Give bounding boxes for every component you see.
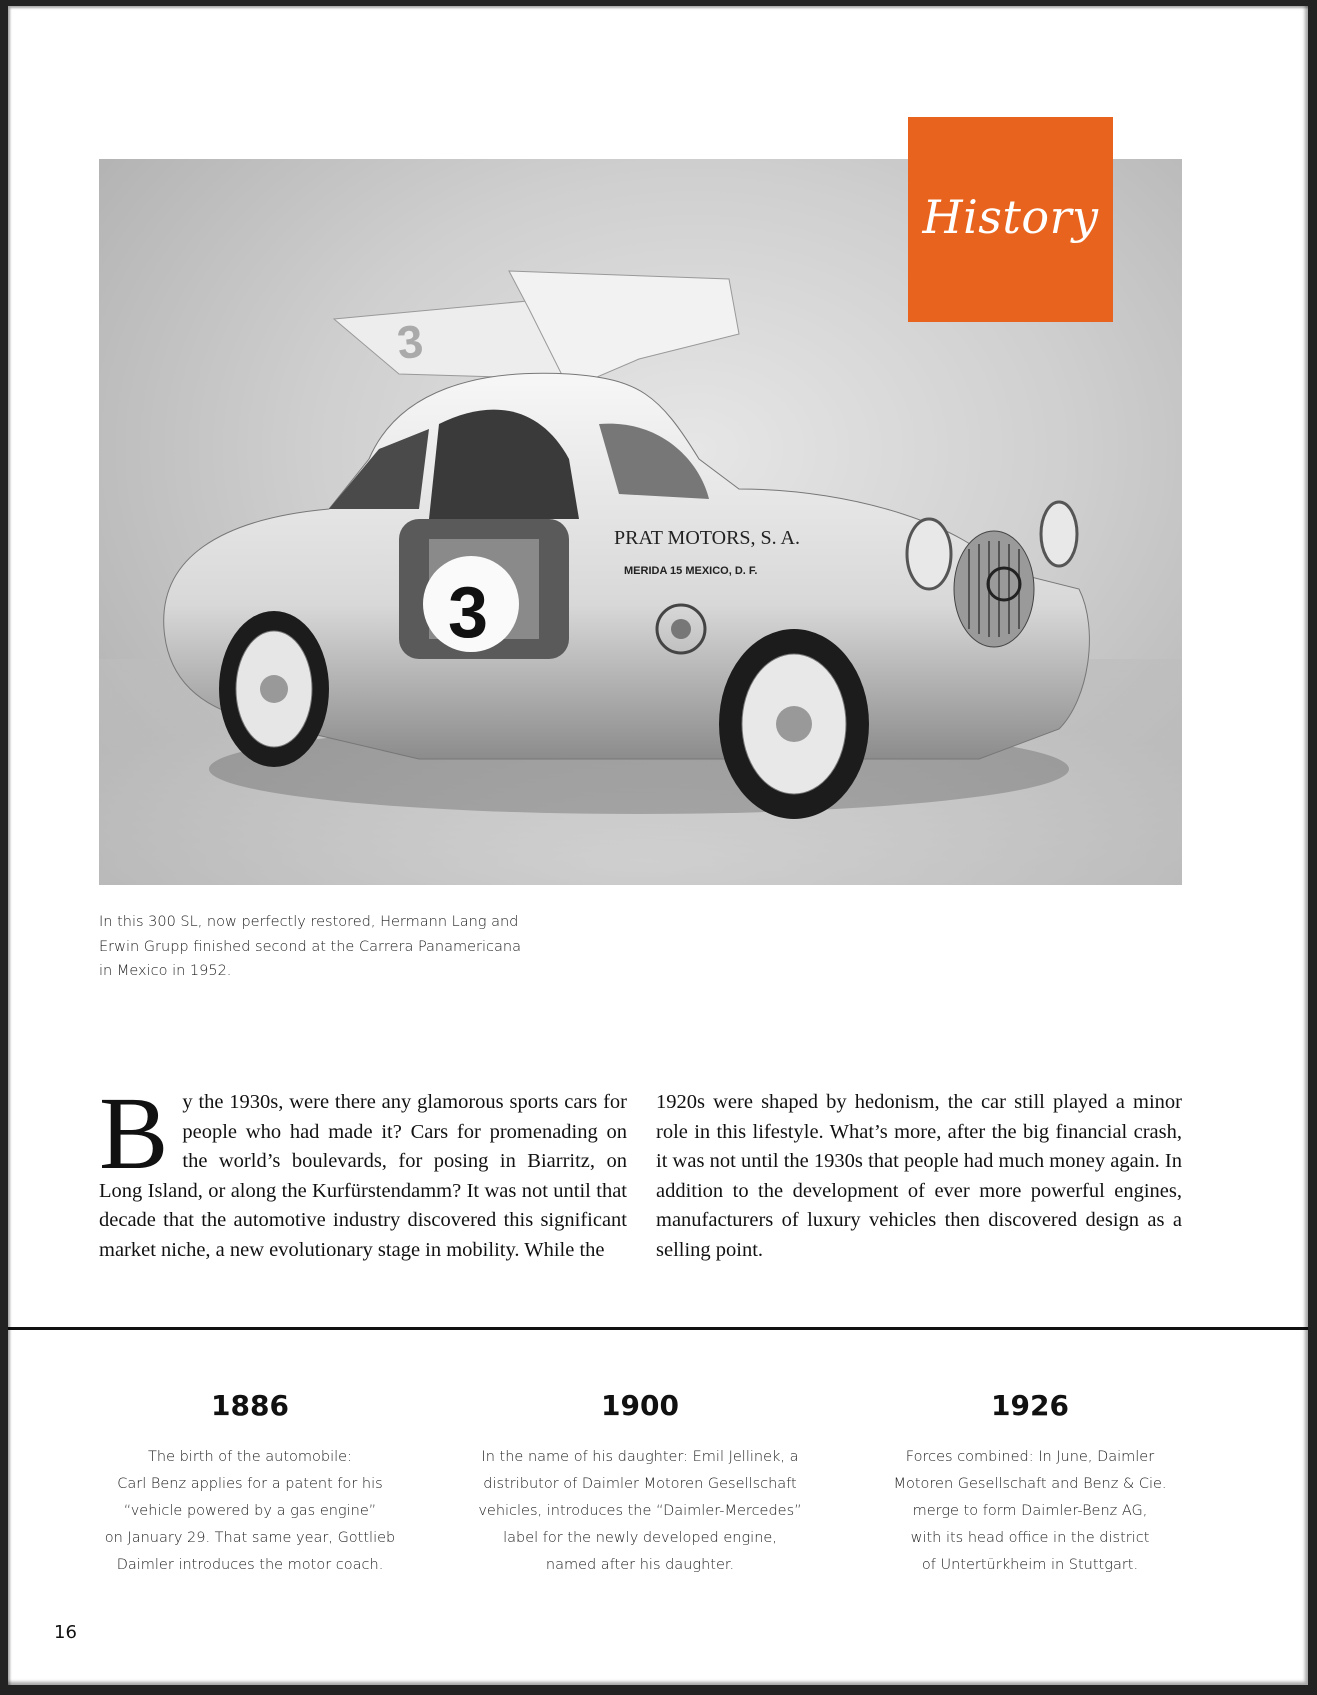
section-divider xyxy=(0,1327,1317,1330)
timeline-line: label for the newly developed engine, xyxy=(503,1530,777,1546)
timeline-year: 1926 xyxy=(991,1389,1069,1422)
section-title: History xyxy=(922,189,1099,244)
timeline-line: distributor of Daimler Motoren Gesellschaft xyxy=(483,1476,797,1492)
timeline-line: In the name of his daughter: Emil Jellinek, a xyxy=(481,1449,799,1465)
timeline-entry xyxy=(70,1388,430,1579)
timeline-line: with its head office in the district xyxy=(910,1530,1150,1546)
timeline-line: Daimler introduces the motor coach. xyxy=(116,1557,384,1573)
svg-text:3: 3 xyxy=(394,314,426,369)
timeline-description xyxy=(460,1444,820,1579)
timeline-line: named after his daughter. xyxy=(545,1557,735,1573)
section-badge xyxy=(908,117,1113,322)
caption-line: In this 300 SL, now perfectly restored, Hermann Lang and xyxy=(99,914,519,930)
caption-line: in Mexico in 1952. xyxy=(99,963,232,979)
timeline-entry xyxy=(460,1388,820,1579)
timeline-line: vehicles, introduces the “Daimler-Mercedes” xyxy=(478,1503,802,1519)
article-text-left: y the 1930s, were there any glamorous sports cars for people who had made it? Cars for promenading on the world’s boulevards, for posing in Biarritz, on Long Island, or along the Kurfürstendamm? It was not until that decade that the automotive industry discovered this significant market niche, a new evolutionary stage in mobility. While the xyxy=(99,1091,627,1261)
timeline-line: merge to form Daimler-Benz AG, xyxy=(912,1503,1148,1519)
timeline-line: of Untertürkheim in Stuttgart. xyxy=(921,1557,1139,1573)
photo-caption xyxy=(99,910,539,984)
caption-line: Erwin Grupp finished second at the Carrera Panamericana xyxy=(99,938,521,955)
timeline-line: “vehicle powered by a gas engine” xyxy=(123,1503,377,1519)
timeline-description xyxy=(70,1444,430,1579)
timeline-line: Motoren Gesellschaft and Benz & Cie. xyxy=(893,1476,1167,1492)
article-column-right xyxy=(656,1088,1182,1266)
timeline-line: The birth of the automobile: xyxy=(148,1449,352,1465)
timeline-description xyxy=(850,1444,1210,1579)
svg-text:MERIDA 15 MEXICO, D. F.: MERIDA 15 MEXICO, D. F. xyxy=(624,565,758,577)
timeline-line: Forces combined: In June, Daimler xyxy=(905,1449,1155,1465)
article-column-left xyxy=(99,1076,627,1266)
timeline-year: 1900 xyxy=(601,1389,679,1422)
svg-text:PRAT MOTORS, S. A.: PRAT MOTORS, S. A. xyxy=(614,527,800,549)
timeline-entry xyxy=(850,1388,1210,1579)
svg-text:3: 3 xyxy=(448,573,489,653)
article-text-right: 1920s were shaped by hedonism, the car still played a minor role in this lifestyle. What’s more, after the big financial crash, it was not until the 1930s that people had much money again. In addition to the development of ever more powerful engines, manufacturers of luxury vehicles then discovered design as a selling point. xyxy=(656,1091,1182,1261)
page-number: 16 xyxy=(54,1622,77,1643)
drop-cap: B xyxy=(99,1076,169,1191)
timeline-line: on January 29. That same year, Gottlieb xyxy=(104,1530,396,1546)
timeline-year: 1886 xyxy=(211,1389,289,1422)
timeline-line: Carl Benz applies for a patent for his xyxy=(117,1476,383,1492)
